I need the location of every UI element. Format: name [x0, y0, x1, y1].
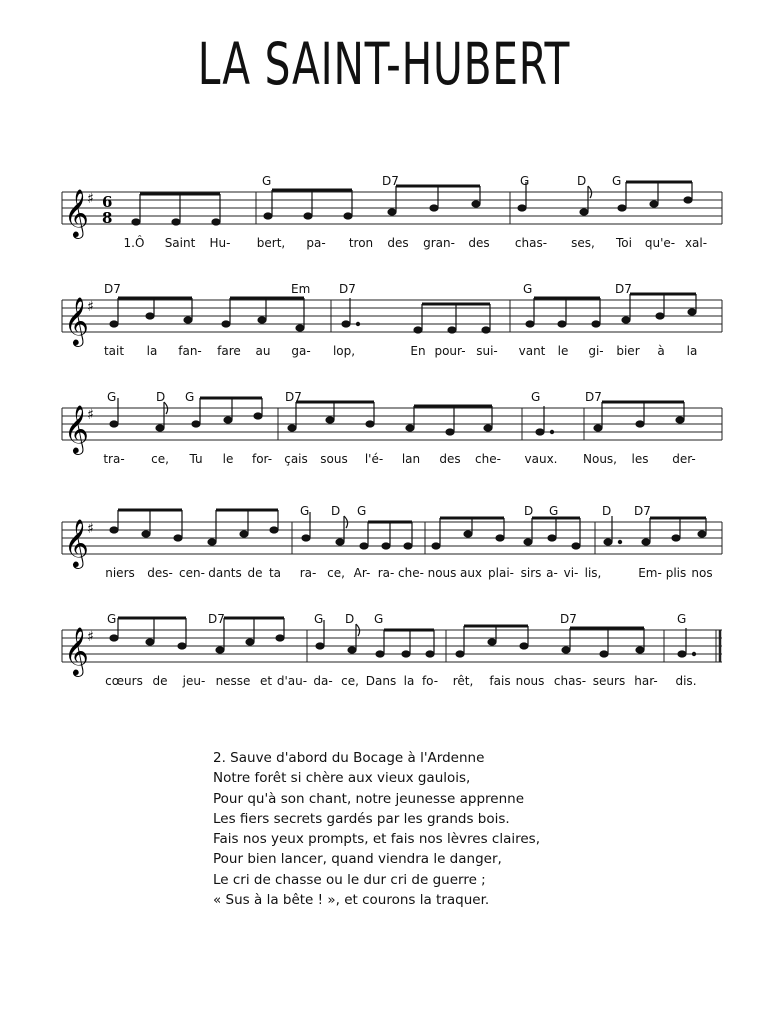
verse-line: Pour bien lancer, quand viendra le danger, — [213, 851, 502, 868]
chord-symbol: D7 — [285, 390, 302, 404]
lyric-syllable: Toi — [616, 236, 632, 250]
lyric-syllable: dants — [208, 566, 242, 580]
lyric-syllable: lis, — [584, 566, 602, 580]
chord-symbol: D7 — [615, 282, 632, 296]
lyric-syllable: plis — [665, 566, 687, 580]
lyric-syllable: le — [222, 452, 234, 466]
lyric-syllable: dis. — [675, 674, 697, 688]
chord-symbol: G — [677, 612, 687, 626]
lyric-syllable: sirs — [520, 566, 542, 580]
chord-symbol: D — [331, 504, 341, 518]
lyric-syllable: a- — [546, 566, 558, 580]
lyric-syllable: ra- — [299, 566, 317, 580]
lyric-syllable: jeu- — [182, 674, 206, 688]
lyrics-line — [0, 674, 768, 692]
lyric-syllable: xal- — [684, 236, 708, 250]
chord-symbol: D7 — [382, 174, 399, 188]
chord-symbol: G — [531, 390, 541, 404]
lyric-syllable: ce, — [341, 674, 359, 688]
chord-symbol: D — [602, 504, 612, 518]
lyric-syllable: vant — [518, 344, 546, 358]
lyric-syllable: la — [686, 344, 698, 358]
lyric-syllable: gran- — [423, 236, 455, 250]
lyric-syllable: la — [146, 344, 158, 358]
lyric-syllable: tron — [348, 236, 374, 250]
lyric-syllable: de — [152, 674, 168, 688]
lyrics-line — [0, 452, 768, 470]
staff-system-1 — [0, 170, 768, 260]
lyric-syllable: ra- — [377, 566, 395, 580]
lyric-syllable: fo- — [421, 674, 439, 688]
staff-system-2 — [0, 278, 768, 368]
lyric-syllable: En — [410, 344, 426, 358]
lyric-syllable: et — [259, 674, 273, 688]
lyric-syllable: che- — [398, 566, 424, 580]
lyric-syllable: vaux. — [524, 452, 558, 466]
treble-clef-icon: 𝄞 — [64, 404, 89, 453]
music-staff — [0, 500, 768, 570]
lyric-syllable: la — [403, 674, 415, 688]
chord-symbol: D — [345, 612, 355, 626]
chord-symbol: G — [300, 504, 310, 518]
lyric-syllable: cen- — [179, 566, 205, 580]
lyric-syllable: au — [255, 344, 271, 358]
treble-clef-icon: 𝄞 — [64, 188, 89, 237]
lyric-syllable: gi- — [588, 344, 604, 358]
lyric-syllable: tra- — [103, 452, 125, 466]
lyric-syllable: Nous, — [583, 452, 617, 466]
verse-line: Le cri de chasse ou le dur cri de guerre ; — [213, 871, 486, 888]
sharp-icon: ♯ — [87, 521, 94, 537]
chord-symbol: G — [314, 612, 324, 626]
lyric-syllable: da- — [313, 674, 333, 688]
lyric-syllable: aux — [459, 566, 483, 580]
lyric-syllable: Dans — [365, 674, 397, 688]
lyric-syllable: Ar- — [353, 566, 371, 580]
lyric-syllable: lan — [401, 452, 421, 466]
lyric-syllable: chas- — [514, 236, 548, 250]
lyric-syllable: nesse — [215, 674, 251, 688]
treble-clef-icon: 𝄞 — [64, 296, 89, 345]
treble-clef-icon: 𝄞 — [64, 518, 89, 567]
verse-2 — [213, 748, 540, 910]
sharp-icon: ♯ — [87, 407, 94, 423]
chord-symbol: Em — [291, 282, 311, 296]
lyric-syllable: des- — [147, 566, 173, 580]
lyric-syllable: nos — [691, 566, 713, 580]
lyric-syllable: d'au- — [276, 674, 308, 688]
lyrics-line — [0, 236, 768, 254]
verse-line: Notre forêt si chère aux vieux gaulois, — [213, 770, 471, 787]
chord-symbol: G — [185, 390, 195, 404]
lyric-syllable: lop, — [332, 344, 356, 358]
lyric-syllable: har- — [634, 674, 658, 688]
lyric-syllable: niers — [105, 566, 135, 580]
sharp-icon: ♯ — [87, 299, 94, 315]
lyric-syllable: ga- — [291, 344, 311, 358]
lyric-syllable: sous — [320, 452, 348, 466]
chord-symbol: G — [520, 174, 530, 188]
lyric-syllable: for- — [251, 452, 273, 466]
lyric-syllable: Em- — [638, 566, 662, 580]
verse-line: « Sus à la bête ! », et courons la traquer. — [213, 892, 490, 909]
sharp-icon: ♯ — [87, 629, 94, 645]
chord-symbol: D7 — [585, 390, 602, 404]
lyric-syllable: ses, — [571, 236, 595, 250]
verse-line: Pour qu'à son chant, notre jeunesse apprenne — [213, 790, 525, 807]
lyrics-line — [0, 566, 768, 584]
lyric-syllable: cœurs — [105, 674, 143, 688]
lyric-syllable: chas- — [553, 674, 587, 688]
lyric-syllable: Hu- — [209, 236, 231, 250]
lyric-syllable: vi- — [563, 566, 579, 580]
lyric-syllable: qu'e- — [644, 236, 676, 250]
chord-symbol: G — [357, 504, 367, 518]
lyric-syllable: fais — [489, 674, 511, 688]
song-title: LA SAINT-HUBERT — [197, 30, 571, 98]
lyric-syllable: pour- — [434, 344, 466, 358]
lyric-syllable: l'é- — [364, 452, 384, 466]
chord-symbol: D7 — [104, 282, 121, 296]
lyric-syllable: ta — [268, 566, 282, 580]
lyric-syllable: rêt, — [452, 674, 474, 688]
lyric-syllable: de — [247, 566, 263, 580]
chord-symbol: D7 — [560, 612, 577, 626]
lyric-syllable: sui- — [476, 344, 498, 358]
lyric-syllable: fan- — [178, 344, 202, 358]
lyric-syllable: nous — [515, 674, 545, 688]
lyric-syllable: bier — [616, 344, 640, 358]
lyric-syllable: des — [439, 452, 461, 466]
lyric-syllable: Saint — [164, 236, 196, 250]
lyric-syllable: des — [387, 236, 409, 250]
chord-symbol: D — [156, 390, 166, 404]
time-signature: 6 — [102, 193, 113, 211]
chord-symbol: D7 — [634, 504, 651, 518]
lyric-syllable: des — [468, 236, 490, 250]
chord-symbol: G — [107, 612, 117, 626]
svg-text:8: 8 — [102, 209, 113, 227]
lyric-syllable: der- — [672, 452, 696, 466]
lyric-syllable: les — [631, 452, 649, 466]
chord-symbol: G — [374, 612, 384, 626]
lyric-syllable: çais — [284, 452, 308, 466]
chord-symbol: G — [549, 504, 559, 518]
staff-system-5 — [0, 608, 768, 698]
chord-symbol: G — [262, 174, 272, 188]
lyric-syllable: fare — [217, 344, 241, 358]
chord-symbol: D7 — [208, 612, 225, 626]
lyric-syllable: à — [657, 344, 665, 358]
chord-symbol: G — [107, 390, 117, 404]
lyric-syllable: che- — [475, 452, 501, 466]
chord-symbol: D — [524, 504, 534, 518]
lyric-syllable: pa- — [306, 236, 326, 250]
lyric-syllable: plai- — [488, 566, 514, 580]
chord-symbol: D — [577, 174, 587, 188]
lyric-syllable: nous — [427, 566, 457, 580]
lyrics-line — [0, 344, 768, 362]
lyric-syllable: Tu — [189, 452, 203, 466]
lyric-syllable: 1.Ô — [123, 236, 145, 250]
chord-symbol: G — [612, 174, 622, 188]
lyric-syllable: le — [557, 344, 569, 358]
sharp-icon: ♯ — [87, 191, 94, 207]
treble-clef-icon: 𝄞 — [64, 626, 89, 675]
verse-line: 2. Sauve d'abord du Bocage à l'Ardenne — [213, 750, 485, 766]
lyric-syllable: ce, — [327, 566, 345, 580]
verse-line: Les fiers secrets gardés par les grands bois. — [213, 810, 510, 827]
verse-line: Fais nos yeux prompts, et fais nos lèvres claires, — [213, 831, 540, 848]
staff-system-4 — [0, 500, 768, 590]
chord-symbol: G — [523, 282, 533, 296]
staff-system-3 — [0, 386, 768, 476]
chord-symbol: D7 — [339, 282, 356, 296]
lyric-syllable: ce, — [151, 452, 169, 466]
lyric-syllable: seurs — [592, 674, 626, 688]
lyric-syllable: tait — [103, 344, 125, 358]
lyric-syllable: bert, — [256, 236, 286, 250]
